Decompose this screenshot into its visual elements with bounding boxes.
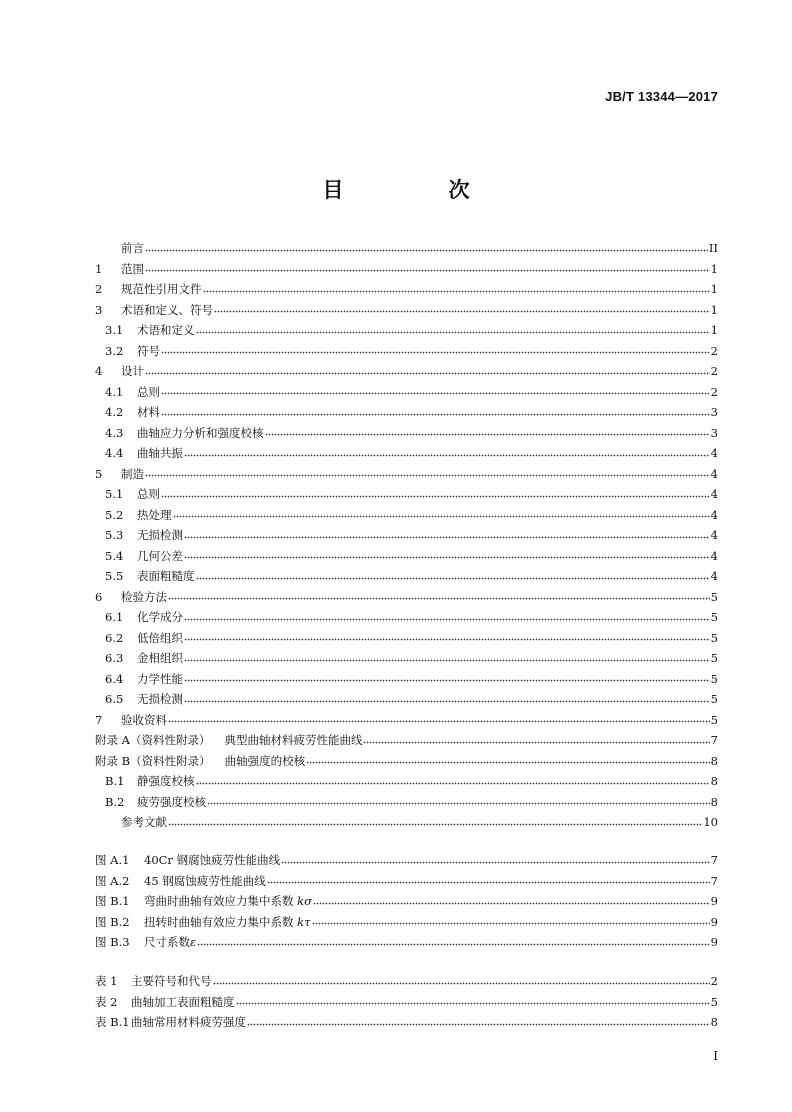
entry-page-number: 7 — [710, 853, 718, 867]
entry-number: 4.1 — [105, 384, 124, 399]
toc-entry[interactable] — [95, 628, 718, 649]
entry-page-number: 4 — [710, 446, 718, 460]
entry-page-number: 2 — [710, 384, 718, 399]
entry-title — [144, 850, 280, 871]
entry-title-text: 规范性引用文件 — [121, 282, 202, 296]
entry-number: 4.2 — [105, 405, 124, 419]
entry-page-number: 1 — [710, 282, 718, 296]
entry-title — [137, 628, 183, 649]
entry-title — [121, 259, 144, 280]
dot-leader — [184, 674, 710, 686]
toc-entry[interactable] — [95, 259, 718, 280]
entry-title — [144, 932, 196, 953]
entry-title — [121, 710, 167, 731]
toc-entry[interactable] — [95, 587, 718, 608]
toc-entry[interactable] — [95, 300, 718, 321]
entry-title — [137, 382, 160, 403]
dot-leader — [145, 264, 710, 276]
document-code: JB/T 13344—2017 — [605, 89, 718, 104]
toc-entry[interactable] — [95, 546, 718, 567]
entry-page-number: 5 — [710, 994, 718, 1009]
entry-page-number: 8 — [710, 794, 718, 809]
entry-title-text: 检验方法 — [121, 589, 167, 604]
entry-title-text: 曲轴应力分析和强度校核 — [137, 425, 264, 440]
toc-entry[interactable] — [95, 689, 718, 710]
toc-entry[interactable] — [95, 320, 718, 341]
entry-number: 图 B.3 — [95, 935, 130, 949]
dot-leader — [168, 715, 710, 727]
entry-number: 6.4 — [105, 671, 124, 686]
dot-leader — [184, 551, 710, 563]
entry-page-number: 7 — [710, 873, 718, 888]
entry-number: 图 B.2 — [95, 914, 130, 929]
entry-title — [144, 912, 311, 933]
dot-leader — [363, 736, 709, 748]
entry-title — [137, 607, 183, 628]
entry-title — [131, 971, 212, 992]
entry-title-text: 尺寸系数 — [144, 935, 190, 949]
entry-title-text: 曲轴强度的校核 — [224, 753, 306, 768]
toc-entry[interactable] — [95, 361, 718, 382]
dot-leader — [265, 428, 710, 440]
dot-leader — [207, 797, 710, 809]
entry-title-text: 无损检测 — [137, 692, 183, 706]
toc-entry[interactable] — [95, 751, 718, 772]
entry-page-number: 4 — [710, 528, 718, 542]
dot-leader — [168, 592, 710, 604]
toc-entry[interactable] — [95, 932, 718, 953]
entry-title — [121, 587, 167, 608]
entry-number: 图 A.2 — [95, 873, 130, 888]
entry-title — [131, 992, 235, 1013]
entry-title — [137, 505, 172, 526]
entry-title — [121, 812, 167, 833]
entry-title — [144, 871, 266, 892]
dot-leader — [306, 756, 710, 768]
dot-leader — [173, 510, 710, 522]
entry-title-text: 术语和定义 — [137, 323, 195, 337]
toc-entry[interactable] — [95, 771, 718, 792]
entry-title — [121, 238, 144, 259]
entry-title — [137, 423, 264, 444]
entry-symbol: kσ — [297, 894, 312, 908]
entry-symbol: kτ — [297, 914, 311, 929]
table-list — [95, 971, 718, 1033]
entry-title-text: 化学成分 — [137, 610, 183, 624]
entry-title-text: 几何公差 — [137, 548, 183, 563]
toc-entry[interactable] — [95, 443, 718, 464]
entry-title — [137, 484, 160, 505]
entry-title — [131, 1012, 246, 1033]
entry-title — [137, 341, 160, 362]
entry-page-number: 5 — [710, 610, 718, 624]
dot-leader — [196, 572, 710, 584]
toc-list — [95, 238, 718, 833]
toc-entry[interactable] — [95, 607, 718, 628]
entry-title-text: 低倍组织 — [137, 630, 183, 645]
figure-list — [95, 850, 718, 953]
dot-leader — [184, 654, 710, 666]
dot-leader — [145, 469, 710, 481]
entry-symbol: ε — [190, 935, 197, 949]
page-folio: I — [713, 1049, 718, 1063]
entry-number: 4.4 — [105, 446, 124, 460]
entry-title-text: 范围 — [121, 261, 144, 276]
entry-page-number: 8 — [710, 774, 718, 788]
entry-title-text: 45 钢腐蚀疲劳性能曲线 — [144, 873, 266, 888]
entry-number: 5.4 — [105, 548, 124, 563]
entry-title-text: 曲轴加工表面粗糙度 — [131, 994, 235, 1009]
entry-title — [121, 300, 213, 321]
entry-title — [225, 751, 306, 772]
entry-page-number: 5 — [710, 712, 718, 727]
entry-title-text: 制造 — [121, 466, 144, 481]
toc-entry[interactable] — [95, 525, 718, 546]
entry-title-text: 曲轴共振 — [137, 446, 183, 460]
dot-leader — [236, 997, 710, 1009]
entry-title — [137, 771, 195, 792]
dot-leader — [213, 977, 710, 989]
entry-title-text: 材料 — [137, 405, 160, 419]
entry-page-number: 10 — [703, 815, 718, 829]
entry-title — [144, 891, 312, 912]
entry-number: 图 B.1 — [95, 894, 130, 908]
entry-number: 表 1 — [95, 974, 118, 988]
toc-entry[interactable] — [95, 891, 718, 912]
entry-title — [137, 792, 206, 813]
entry-title — [121, 279, 202, 300]
toc-entry[interactable] — [95, 730, 718, 751]
entry-page-number: 2 — [710, 974, 718, 988]
entry-page-number: 8 — [710, 1015, 718, 1029]
dot-leader — [203, 285, 710, 297]
entry-title-text: 40Cr 钢腐蚀疲劳性能曲线 — [144, 853, 281, 867]
entry-title-text: 弯曲时曲轴有效应力集中系数 — [144, 894, 298, 908]
entry-number: 5 — [95, 466, 103, 481]
dot-leader — [184, 449, 710, 461]
entry-page-number: 8 — [710, 753, 718, 768]
entry-number: 3.1 — [105, 323, 124, 337]
entry-number: 7 — [95, 712, 103, 727]
entry-page-number: 9 — [710, 935, 718, 949]
entry-title — [121, 464, 144, 485]
entry-title — [137, 525, 183, 546]
entry-number: 6.3 — [105, 651, 124, 665]
entry-number: 6.1 — [105, 610, 124, 624]
entry-number: 1 — [95, 261, 103, 276]
entry-page-number: 4 — [710, 548, 718, 563]
entry-number: 6 — [95, 589, 103, 604]
entry-title-text: 符号 — [137, 343, 160, 358]
toc-entry[interactable] — [95, 382, 718, 403]
dot-leader — [184, 695, 710, 707]
page-title: 目 次 — [322, 178, 512, 202]
toc-entry[interactable] — [95, 812, 718, 833]
dot-leader — [281, 856, 710, 868]
toc-entry[interactable] — [95, 1012, 718, 1033]
entry-title — [121, 361, 144, 382]
entry-number: 表 2 — [95, 994, 118, 1009]
entry-page-number: 4 — [710, 466, 718, 481]
entry-page-number: 5 — [710, 651, 718, 665]
toc-entry[interactable] — [95, 423, 718, 444]
toc-entry[interactable] — [95, 850, 718, 871]
entry-number: 6.5 — [105, 692, 124, 706]
dot-leader — [247, 1018, 710, 1030]
dot-leader — [312, 917, 710, 929]
entry-number: 4.3 — [105, 425, 124, 440]
dot-leader — [161, 408, 710, 420]
dot-leader — [145, 244, 708, 256]
dot-leader — [267, 876, 710, 888]
toc-entry[interactable] — [95, 341, 718, 362]
entry-number: 6.2 — [105, 630, 124, 645]
entry-title — [137, 402, 160, 423]
entry-title-text: 疲劳强度校核 — [137, 794, 206, 809]
entry-page-number: 9 — [710, 894, 718, 908]
entry-page-number: 2 — [710, 364, 718, 378]
entry-title-text: 验收资料 — [121, 712, 167, 727]
entry-number: 3.2 — [105, 343, 124, 358]
entry-page-number: II — [708, 241, 718, 255]
entry-number: 5.5 — [105, 569, 124, 583]
dot-leader — [197, 938, 710, 950]
toc-entry[interactable] — [95, 971, 718, 992]
dot-leader — [161, 346, 710, 358]
entry-page-number: 5 — [710, 671, 718, 686]
toc-entry[interactable] — [95, 871, 718, 892]
toc-entry[interactable] — [95, 992, 718, 1013]
toc-entry[interactable] — [95, 238, 718, 259]
entry-number: 5.1 — [105, 487, 124, 501]
entry-page-number: 7 — [710, 733, 718, 747]
entry-page-number: 9 — [710, 914, 718, 929]
entry-page-number: 4 — [710, 569, 718, 583]
entry-title-text: 力学性能 — [137, 671, 183, 686]
toc-entry[interactable] — [95, 648, 718, 669]
entry-title-text: 表面粗糙度 — [137, 569, 195, 583]
dot-leader — [145, 367, 710, 379]
entry-title-text: 曲轴常用材料疲劳强度 — [131, 1015, 246, 1029]
entry-title — [137, 546, 183, 567]
entry-title-text: 主要符号和代号 — [131, 974, 212, 988]
entry-title — [137, 566, 195, 587]
dot-leader — [168, 818, 702, 830]
dot-leader — [196, 326, 710, 338]
entry-page-number: 5 — [710, 589, 718, 604]
entry-page-number: 3 — [710, 425, 718, 440]
dot-leader — [161, 490, 710, 502]
entry-page-number: 4 — [710, 507, 718, 522]
entry-number: B.1 — [105, 774, 125, 788]
toc-entry[interactable] — [95, 566, 718, 587]
entry-title-text: 总则 — [137, 384, 160, 399]
toc-entry[interactable] — [95, 505, 718, 526]
entry-number: 表 B.1 — [95, 1015, 130, 1029]
toc-entry[interactable] — [95, 279, 718, 300]
entry-page-number: 5 — [710, 692, 718, 706]
entry-title-text: 金相组织 — [137, 651, 183, 665]
entry-title — [137, 443, 183, 464]
toc-entry[interactable] — [95, 710, 718, 731]
entry-page-number: 3 — [710, 405, 718, 419]
entry-title-text: 术语和定义、符号 — [121, 302, 213, 317]
entry-title — [137, 648, 183, 669]
dot-leader — [214, 305, 710, 317]
entry-title-text: 热处理 — [137, 507, 172, 522]
entry-page-number: 2 — [710, 343, 718, 358]
entry-title — [137, 320, 195, 341]
entry-page-number: 1 — [710, 261, 718, 276]
entry-title-text: 总则 — [137, 487, 160, 501]
toc-entry[interactable] — [95, 464, 718, 485]
entry-number: 4 — [95, 364, 103, 378]
toc-entry[interactable] — [95, 792, 718, 813]
entry-title — [137, 669, 183, 690]
entry-page-number: 4 — [710, 487, 718, 501]
entry-page-number: 1 — [710, 323, 718, 337]
entry-number: 附录 A（资料性附录） — [95, 733, 211, 747]
entry-title — [137, 689, 183, 710]
dot-leader — [161, 387, 710, 399]
toc-entry[interactable] — [95, 484, 718, 505]
toc-entry[interactable] — [95, 912, 718, 933]
entry-title — [224, 730, 362, 751]
dot-leader — [184, 613, 710, 625]
entry-page-number: 1 — [710, 302, 718, 317]
entry-number: B.2 — [105, 794, 125, 809]
entry-number: 5.2 — [105, 507, 124, 522]
toc-entry[interactable] — [95, 669, 718, 690]
dot-leader — [184, 633, 710, 645]
entry-number: 5.3 — [105, 528, 124, 542]
entry-title-text: 静强度校核 — [137, 774, 195, 788]
dot-leader — [196, 777, 710, 789]
entry-title-text: 典型曲轴材料疲劳性能曲线 — [224, 733, 363, 747]
dot-leader — [184, 531, 710, 543]
entry-title-text: 前言 — [121, 241, 144, 255]
entry-number: 图 A.1 — [95, 853, 130, 867]
entry-title-text: 参考文献 — [121, 815, 167, 829]
entry-page-number: 5 — [710, 630, 718, 645]
entry-number: 2 — [95, 282, 103, 296]
dot-leader — [313, 897, 710, 909]
entry-title-text: 扭转时曲轴有效应力集中系数 — [144, 914, 298, 929]
entry-number: 3 — [95, 302, 103, 317]
entry-number: 附录 B（资料性附录） — [95, 753, 211, 768]
toc-entry[interactable] — [95, 402, 718, 423]
entry-title-text: 无损检测 — [137, 528, 183, 542]
entry-title-text: 设计 — [121, 364, 144, 378]
